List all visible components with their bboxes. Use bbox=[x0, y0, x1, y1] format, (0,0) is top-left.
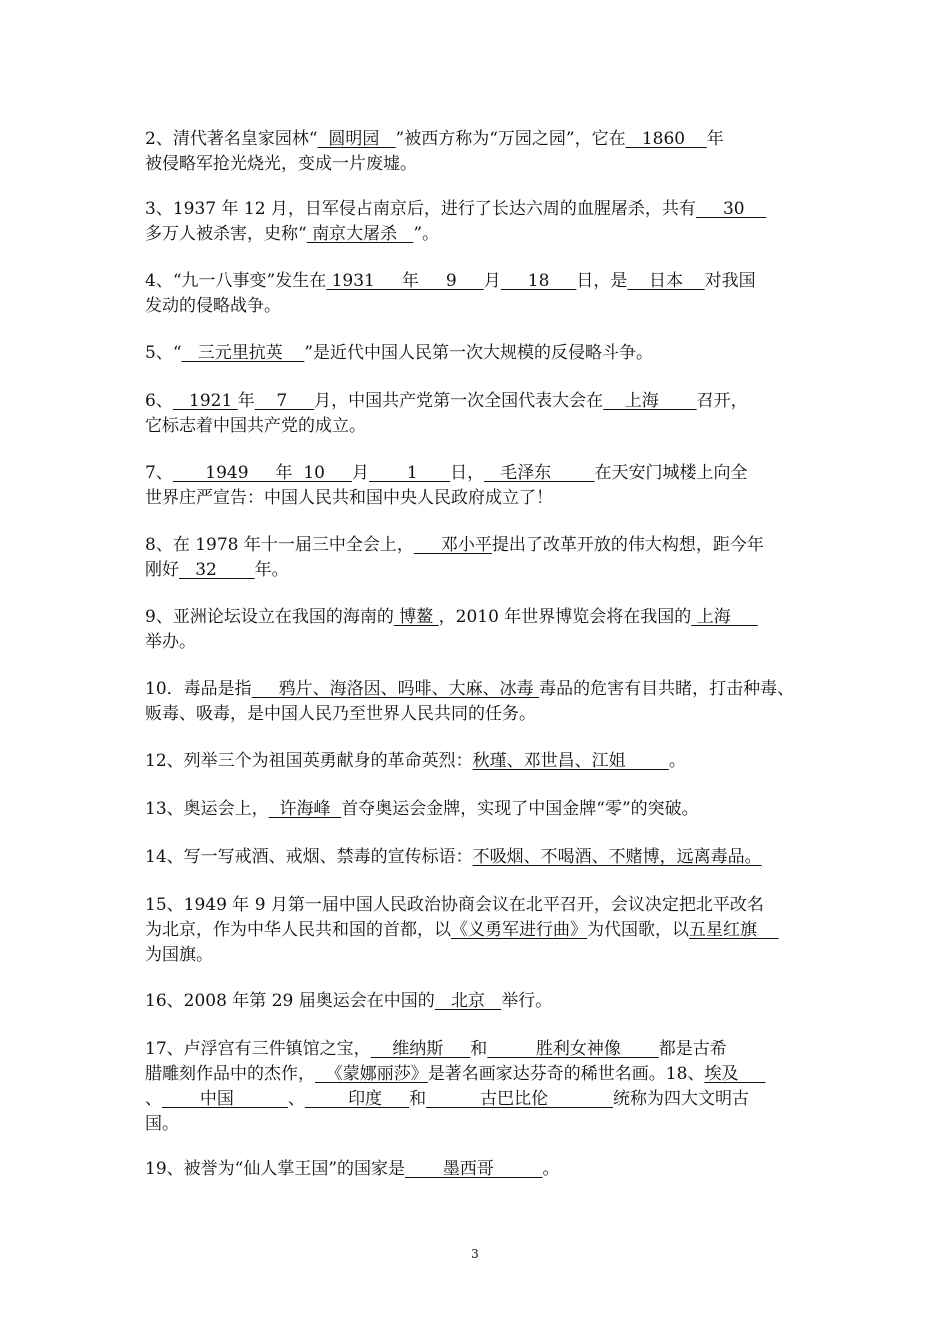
answer-blank: 1921 bbox=[172, 391, 238, 411]
question-text: 。 bbox=[668, 751, 686, 771]
question-item bbox=[145, 533, 825, 583]
answer-blank: 胜利女神像 bbox=[487, 1039, 659, 1059]
question-item bbox=[145, 197, 825, 247]
answer-blank: 秋瑾、邓世昌、江姐 bbox=[472, 751, 669, 771]
question-text: 发动的侵略战争。 bbox=[145, 296, 281, 316]
question-text: 年 bbox=[706, 129, 724, 149]
question-text: 被侵略军抢光烧光，变成一片废墟。 bbox=[145, 154, 417, 174]
question-line bbox=[145, 558, 825, 583]
answer-blank: 三元里抗英 bbox=[181, 343, 305, 363]
answer-blank: 毛泽东 bbox=[484, 463, 595, 483]
question-item bbox=[145, 461, 825, 511]
question-text: 月 bbox=[352, 463, 369, 483]
question-text: 、 bbox=[145, 1089, 162, 1109]
answer-blank: 1931 年 9 bbox=[326, 271, 484, 291]
question-item bbox=[145, 605, 825, 655]
question-item bbox=[145, 341, 825, 366]
question-line bbox=[145, 1087, 825, 1112]
answer-blank: 邓小平 bbox=[413, 535, 492, 555]
question-line bbox=[145, 152, 825, 177]
question-text: 16、2008 年第 29 届奥运会在中国的 bbox=[145, 991, 435, 1011]
question-text: 在天安门城楼上向全 bbox=[594, 463, 748, 483]
question-text: 腊雕刻作品中的杰作， bbox=[145, 1064, 315, 1084]
question-text: 年 bbox=[237, 391, 255, 411]
answer-blank: 鸦片、海洛因、吗啡、大麻、冰毒 bbox=[251, 679, 540, 699]
question-line bbox=[145, 677, 825, 702]
answer-blank: 许海峰 bbox=[268, 799, 342, 819]
question-text: 4、“九一八事变”发生在 bbox=[145, 271, 327, 291]
answer-blank: 印度 bbox=[304, 1089, 410, 1109]
question-text: 19、被誉为“仙人掌王国”的国家是 bbox=[145, 1159, 406, 1179]
answer-blank: 1 bbox=[369, 463, 451, 483]
question-text: 为代国歌，以 bbox=[587, 920, 689, 940]
question-text: 多万人被杀害，史称“ bbox=[145, 224, 307, 244]
question-text: 月，中国共产党第一次全国代表大会在 bbox=[314, 391, 604, 411]
question-text: 对我国 bbox=[704, 271, 756, 291]
answer-blank: 日本 bbox=[627, 271, 705, 291]
answer-blank: 中国 bbox=[162, 1089, 288, 1109]
question-line bbox=[145, 414, 825, 439]
question-text: 和 bbox=[409, 1089, 427, 1109]
question-text: 13、奥运会上， bbox=[145, 799, 269, 819]
question-text: ，2010 年世界博览会将在我国的 bbox=[438, 607, 692, 627]
answer-blank: 上海 bbox=[603, 391, 697, 411]
question-line bbox=[145, 389, 825, 414]
answer-blank: 墨西哥 bbox=[405, 1159, 543, 1179]
question-text: 9、亚洲论坛设立在我国的海南的 bbox=[145, 607, 394, 627]
question-line bbox=[145, 486, 825, 511]
question-text: ”被西方称为“万园之园”，它在 bbox=[395, 129, 626, 149]
question-text: 5、“ bbox=[145, 343, 182, 363]
question-text: 14、写一写戒酒、戒烟、禁毒的宣传标语： bbox=[145, 847, 473, 867]
question-line bbox=[145, 1112, 825, 1137]
question-line bbox=[145, 341, 825, 366]
question-line bbox=[145, 989, 825, 1014]
question-line bbox=[145, 222, 825, 247]
question-item bbox=[145, 989, 825, 1014]
question-text: 毒品的危害有目共睹，打击种毒、 bbox=[539, 679, 795, 699]
question-text: 国。 bbox=[145, 1114, 179, 1134]
question-text: 统称为四大文明古 bbox=[613, 1089, 750, 1109]
page-number: 3 bbox=[471, 1247, 479, 1261]
question-item bbox=[145, 845, 825, 870]
question-line bbox=[145, 197, 825, 222]
question-text: ”是近代中国人民第一次大规模的反侵略斗争。 bbox=[304, 343, 654, 363]
question-text: 、 bbox=[287, 1089, 305, 1109]
question-line bbox=[145, 533, 825, 558]
question-text: 日，是 bbox=[576, 271, 628, 291]
question-text: 首夺奥运会金牌，实现了中国金牌“零”的突破。 bbox=[341, 799, 699, 819]
answer-blank: 《蒙娜丽莎》 bbox=[315, 1064, 428, 1084]
question-item bbox=[145, 1157, 825, 1182]
question-line bbox=[145, 1157, 825, 1182]
question-text: 举办。 bbox=[145, 632, 196, 652]
question-line bbox=[145, 269, 825, 294]
answer-blank: 不吸烟、不喝酒、不赌博，远离毒品。 bbox=[472, 847, 762, 867]
question-text: 举行。 bbox=[501, 991, 553, 1011]
question-text: 召开， bbox=[696, 391, 748, 411]
question-line bbox=[145, 127, 825, 152]
question-text: 贩毒、吸毒，是中国人民乃至世界人民共同的任务。 bbox=[145, 704, 536, 724]
question-text: 8、在 1978 年十一届三中全会上， bbox=[145, 535, 414, 555]
question-text: 7、 bbox=[145, 463, 173, 483]
question-line bbox=[145, 1062, 825, 1087]
question-item bbox=[145, 797, 825, 822]
question-item bbox=[145, 127, 825, 177]
question-line bbox=[145, 294, 825, 319]
question-item bbox=[145, 269, 825, 319]
question-text: 6、 bbox=[145, 391, 173, 411]
answer-blank: 五星红旗 bbox=[689, 920, 779, 940]
question-text: 世界庄严宣告：中国人民共和国中央人民政府成立了！ bbox=[145, 488, 553, 508]
answer-blank: 《义勇军进行曲》 bbox=[451, 920, 587, 940]
question-text: 为北京，作为中华人民共和国的首都，以 bbox=[145, 920, 451, 940]
question-text: 为国旗。 bbox=[145, 945, 213, 965]
answer-blank: 1860 bbox=[625, 129, 707, 149]
answer-blank: 上海 bbox=[691, 607, 758, 627]
question-line bbox=[145, 630, 825, 655]
question-text: 和 bbox=[470, 1039, 488, 1059]
answer-blank: 南京大屠杀 bbox=[306, 224, 414, 244]
answer-blank: 维纳斯 bbox=[370, 1039, 471, 1059]
question-item bbox=[145, 749, 825, 774]
answer-blank: 18 bbox=[500, 271, 577, 291]
question-text: 15、1949 年 9 月第一届中国人民政治协商会议在北平召开，会议决定把北平改名 bbox=[145, 895, 764, 915]
answer-blank: 博鳌 bbox=[393, 607, 439, 627]
question-line bbox=[145, 702, 825, 727]
answer-blank: 北京 bbox=[434, 991, 502, 1011]
question-text: 12、列举三个为祖国英勇献身的革命英烈： bbox=[145, 751, 473, 771]
question-text: 都是古希 bbox=[658, 1039, 727, 1059]
answer-blank: 圆明园 bbox=[317, 129, 396, 149]
answer-blank: 埃及 bbox=[704, 1064, 766, 1084]
question-text: 10．毒品是指 bbox=[145, 679, 252, 699]
question-line bbox=[145, 943, 825, 968]
question-text: 年。 bbox=[254, 560, 289, 580]
answer-blank: 32 bbox=[179, 560, 255, 580]
question-line bbox=[145, 845, 825, 870]
question-line bbox=[145, 749, 825, 774]
answer-blank: 7 bbox=[254, 391, 315, 411]
question-line bbox=[145, 918, 825, 943]
answer-blank: 1949 年 10 bbox=[172, 463, 352, 483]
question-text: ”。 bbox=[413, 224, 440, 244]
question-item bbox=[145, 1037, 825, 1137]
question-text: 是著名画家达芬奇的稀世名画。18、 bbox=[427, 1064, 705, 1084]
question-text: 17、卢浮宫有三件镇馆之宝， bbox=[145, 1039, 371, 1059]
question-item bbox=[145, 389, 825, 439]
question-text: 日， bbox=[450, 463, 485, 483]
answer-blank: 古巴比伦 bbox=[426, 1089, 614, 1109]
question-line bbox=[145, 605, 825, 630]
question-item bbox=[145, 677, 825, 727]
question-text: 3、1937 年 12 月，日军侵占南京后，进行了长达六周的血腥屠杀，共有 bbox=[145, 199, 696, 219]
question-item bbox=[145, 893, 825, 968]
question-text: 月 bbox=[483, 271, 501, 291]
answer-blank: 30 bbox=[695, 199, 767, 219]
question-text: 提出了改革开放的伟大构想，距今年 bbox=[491, 535, 764, 555]
question-line bbox=[145, 461, 825, 486]
question-text: 。 bbox=[542, 1159, 560, 1179]
question-text: 刚好 bbox=[145, 560, 179, 580]
question-text: 它标志着中国共产党的成立。 bbox=[145, 416, 366, 436]
question-line bbox=[145, 1037, 825, 1062]
question-line bbox=[145, 797, 825, 822]
question-text: 2、清代著名皇家园林“ bbox=[145, 129, 318, 149]
question-line bbox=[145, 893, 825, 918]
